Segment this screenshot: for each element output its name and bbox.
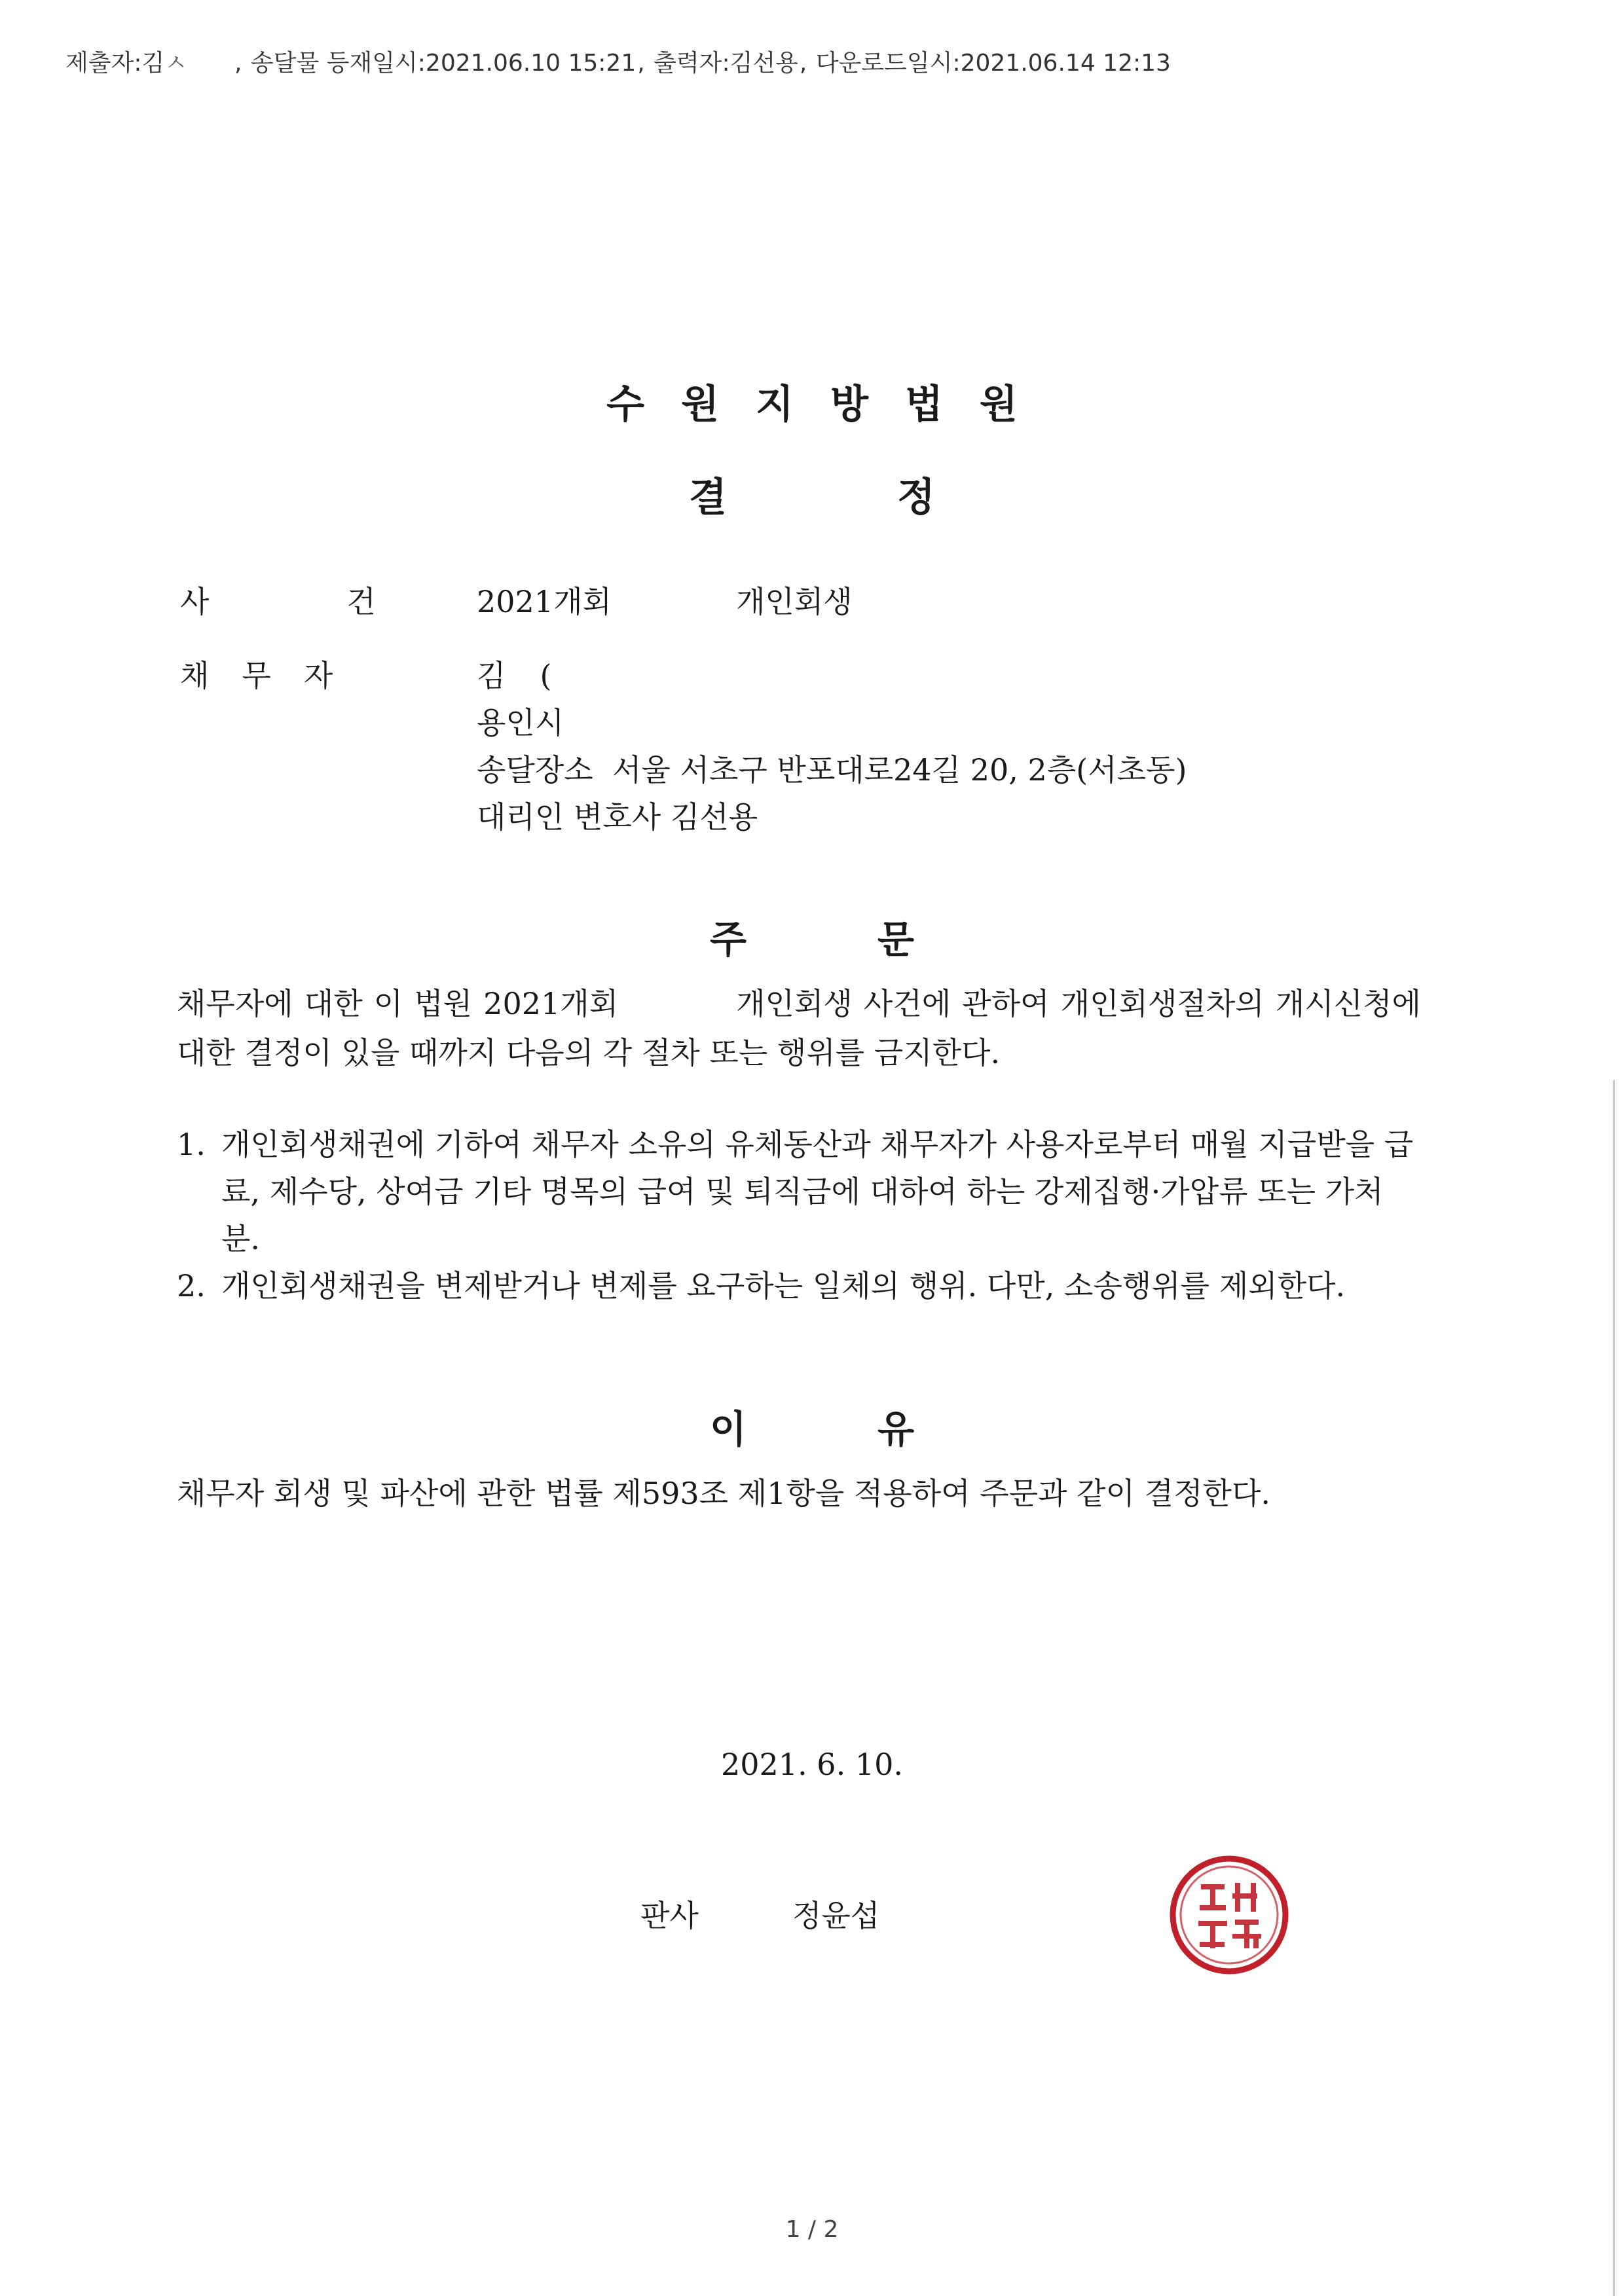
order-item-1-text: 개인회생채권에 기하여 채무자 소유의 유체동산과 채무자가 사용자로부터 매월 지급받을 급료, 제수당, 상여금 기타 명목의 급여 및 퇴직금에 대하여 하는 강제집행·가압류 또는 가처분.: [221, 1127, 1414, 1256]
case-type: 개인회생: [735, 584, 853, 619]
header-submitter: 제출자:김: [65, 50, 165, 77]
delivery-label: 송달장소: [477, 752, 593, 788]
court-name: 수원지방법원: [606, 382, 1054, 428]
order-intro-part2: 개인회생 사건에 관하여 개인회생절차의 개시신청에 대한 결정이 있을 때까지 다음의 각 절차 또는 행위를 금지한다.: [177, 986, 1421, 1070]
judge-title: 판사: [640, 1898, 699, 1933]
header-printer: 출력자:김선용: [654, 50, 798, 77]
scan-edge-line: [1613, 1080, 1615, 2296]
order-section-title: 주문: [709, 917, 1046, 962]
reason-section-title: 이유: [709, 1407, 1046, 1451]
court-seal-icon: [1167, 1853, 1291, 1977]
page-number: 1 / 2: [785, 2216, 839, 2243]
debtor-agent-line: 대리인 변호사 김선용: [477, 799, 758, 835]
order-item-2-text: 개인회생채권을 변제받거나 변제를 요구하는 일체의 행위. 다만, 소송행위를 제외한다.: [221, 1268, 1346, 1303]
order-item-1: [177, 1121, 1421, 1262]
debtor-address-prefix: 용인시: [477, 705, 564, 740]
order-intro-part1: 채무자에 대한 이 법원 2021개회: [177, 986, 619, 1021]
order-item-2-number: 2.: [177, 1268, 206, 1303]
debtor-name-line: [477, 652, 551, 695]
case-label: 사건: [180, 584, 513, 619]
delivery-address: 서울 서초구 반포대로24길 20, 2층(서초동): [612, 752, 1187, 788]
debtor-label: 채무자: [180, 658, 366, 693]
case-number: [477, 578, 853, 621]
order-item-2: [177, 1262, 1421, 1309]
header-submitter-fragment: ㅅ: [164, 50, 188, 77]
header-registered: 송달물 등재일시:2021.06.10 15:21: [250, 50, 637, 77]
header-downloaded: 다운로드일시:2021.06.14 12:13: [815, 50, 1171, 77]
case-number-prefix: 2021개회: [477, 584, 612, 619]
document-type-title: 결정: [689, 475, 1105, 520]
decision-date: 2021. 6. 10.: [721, 1747, 903, 1782]
debtor-address-line: [477, 699, 564, 742]
order-item-1-number: 1.: [177, 1127, 206, 1162]
reason-text: 채무자 회생 및 파산에 관한 법률 제593조 제1항을 적용하여 주문과 같이 결정한다.: [177, 1476, 1271, 1511]
judge-name: 정윤섭: [792, 1898, 880, 1933]
debtor-name: 김: [477, 658, 506, 693]
order-intro: [177, 979, 1421, 1078]
document-header: 제출자:김ㅅ , 송달물 등재일시:2021.06.10 15:21, 출력자:김선용, 다운로드일시:2021.06.14 12:13: [65, 50, 1171, 77]
debtor-paren: (: [540, 658, 552, 693]
debtor-delivery-line: [477, 746, 1187, 790]
